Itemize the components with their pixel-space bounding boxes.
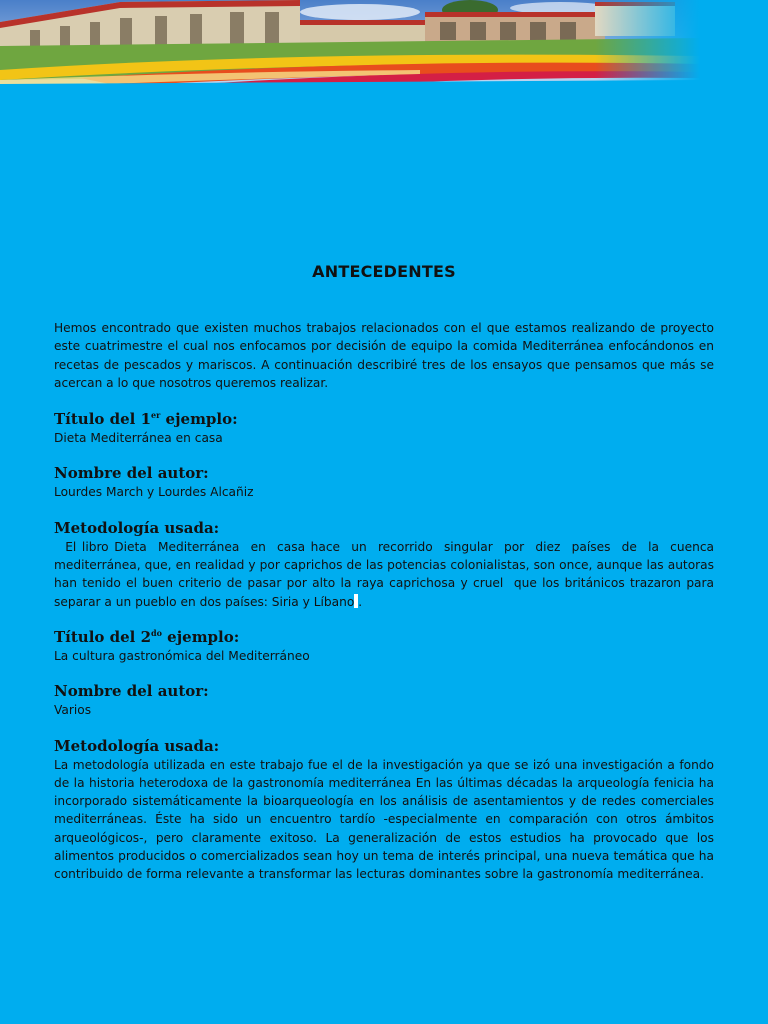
example1-title-value: Dieta Mediterránea en casa <box>54 431 223 446</box>
campus-buildings-illustration <box>0 0 700 90</box>
header-banner-image <box>0 0 700 90</box>
example2-title-heading: Título del $2^{do}$ ejemplo: <box>54 627 240 646</box>
example1-title-heading: Título del 1er ejemplo: <box>54 410 238 429</box>
example1-author-value: Lourdes March y Lourdes Alcañiz <box>54 485 254 500</box>
intro-paragraph: Hemos encontrado que existen muchos trabajos relacionados con el que estamos realizando de proyecto este cuatrimestre el cual nos enfocamos por decisión de equipo la comida Mediterránea enfocándonos en recetas de pescados y mariscos. A continuación describiré tres de los ensayos que pensamos que más se acercan a lo que nosotros queremos realizar. <box>54 321 714 390</box>
example2-title-value: La cultura gastronómica del Mediterráneo <box>54 648 310 663</box>
example1-author-heading: Nombre del autor: <box>54 464 209 483</box>
document-body <box>54 262 718 884</box>
example2-method-paragraph: La metodología utilizada en este trabajo fue el de la investigación ya que se izó una investigación a fondo de la historia heterodoxa de la gastronomía mediterránea En las últimas décadas la arqueología fenicia ha incorporado sistemáticamente la bioarqueología en los análisis de asentamientos y de redes comerciales mediterráneas. Éste ha sido un encuentro tardío -especialmente en comparación con otros ámbitos arqueológicos-, pero claramente exitoso. La generalización de estos estudios ha provocado que los alimentos producidos o comercializados sean hoy un tema de interés principal, una nueva temática que ha contribuido de forma relevante a transformar las lecturas dominantes sobre la gastronomía mediterránea. <box>54 757 714 882</box>
example2-author-value: Varios <box>54 703 92 718</box>
example1-method-paragraph: El libro Dieta Mediterránea en casa hace un recorrido singular por diez países de la cuenca mediterránea, que, en realidad y por caprichos de las potencias colonialistas, son once, aunque las autoras han tenido el buen criterio de pasar por alto la raya caprichosa y cruel que los británicos trazaron para separar a un pueblo en dos países: Siria y Líbano . <box>54 539 718 609</box>
document-title: ANTECEDENTES <box>312 262 456 281</box>
example2-author-heading: Nombre del autor: <box>54 682 209 701</box>
example2-method-heading: Metodología usada: <box>54 736 220 755</box>
example1-method-heading: Metodología usada: <box>54 518 220 537</box>
